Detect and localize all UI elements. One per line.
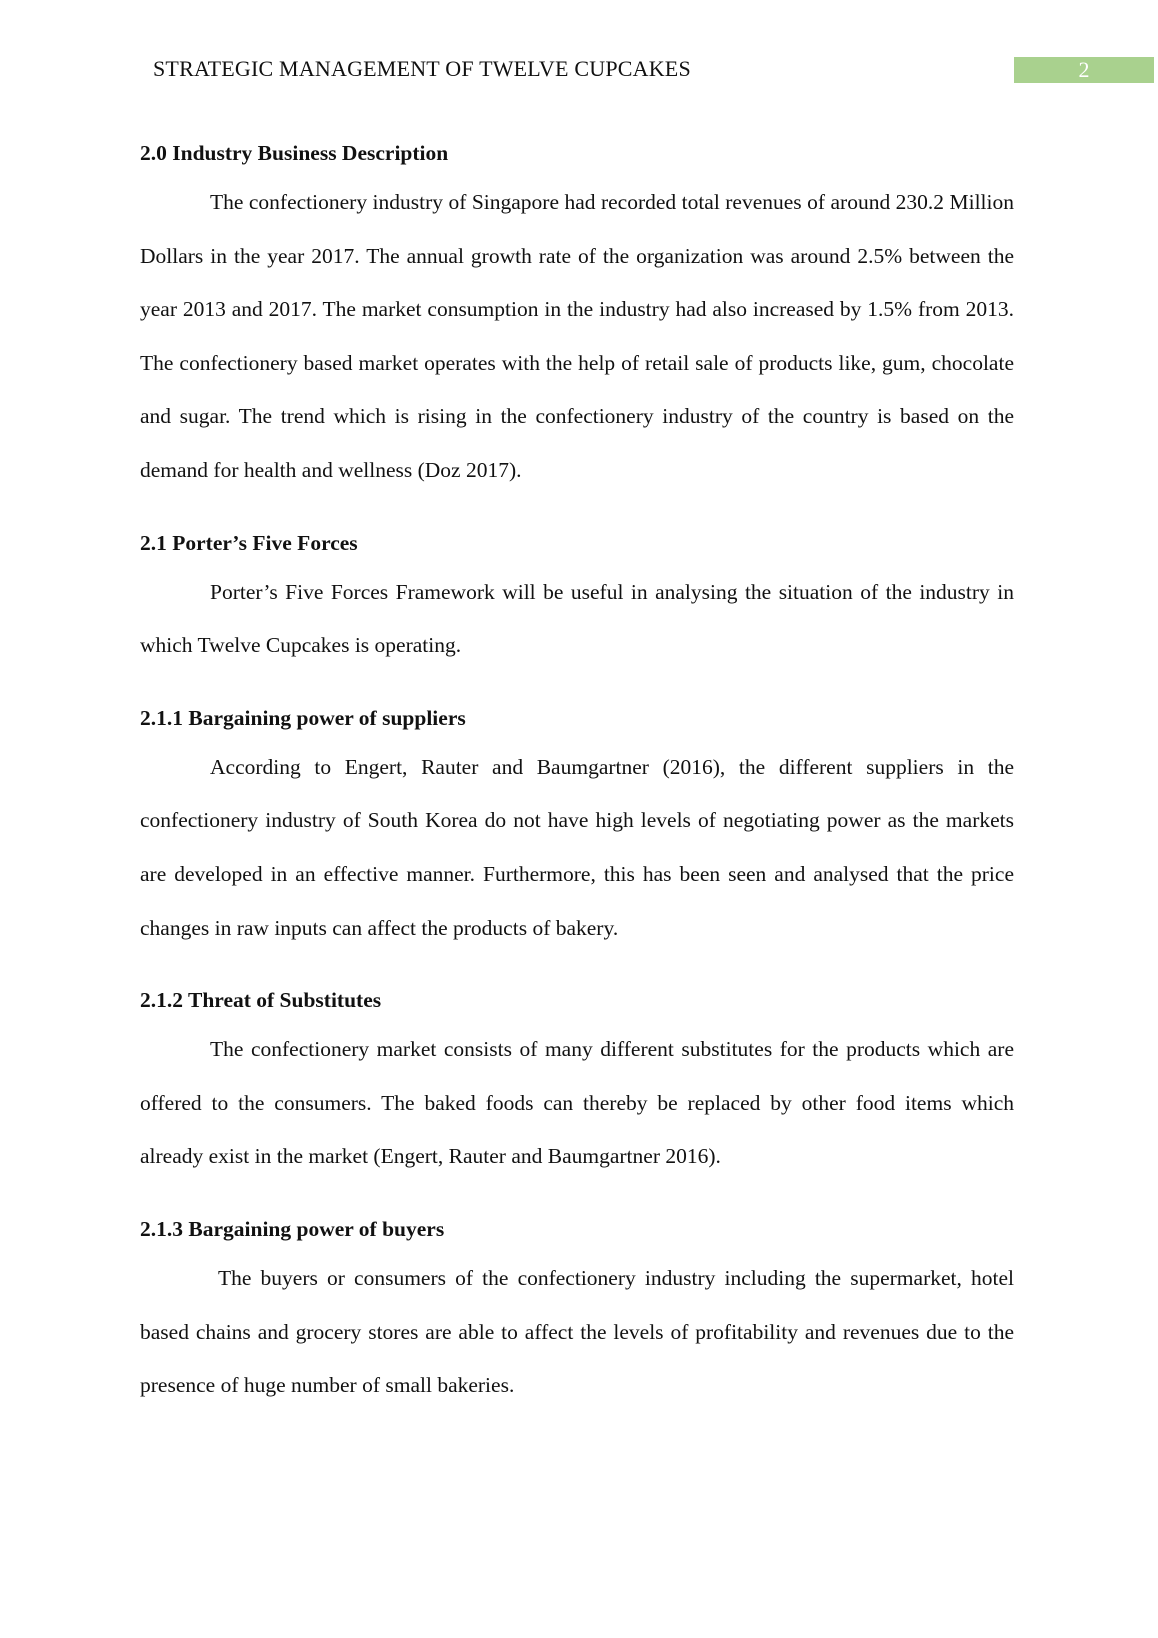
- section-heading: 2.0 Industry Business Description: [140, 141, 449, 165]
- section-bargaining-power-buyers: [140, 1206, 1014, 1413]
- section-paragraph: According to Engert, Rauter and Baumgartner (2016), the different suppliers in the confectionery industry of South Korea do not have high levels of negotiating power as the markets are developed in an effective manner. Furthermore, this has been seen and analysed that the price changes in raw inputs can affect the products of bakery.: [140, 754, 1014, 940]
- section-spacer: [140, 498, 1014, 520]
- running-header-title: STRATEGIC MANAGEMENT OF TWELVE CUPCAKES: [153, 56, 691, 81]
- section-heading: 2.1.1 Bargaining power of suppliers: [140, 705, 466, 730]
- section-paragraph: The confectionery market consists of many different substitutes for the products which are offered to the consumers. The baked foods can thereby be replaced by other food items which already exist in the market (Engert, Rauter and Baumgartner 2016).: [140, 1037, 1014, 1169]
- document-body: [140, 130, 1014, 1413]
- section-spacer: [140, 955, 1014, 977]
- section-spacer: [140, 1184, 1014, 1206]
- section-paragraph: The buyers or consumers of the confectionery industry including the supermarket, hotel based chains and grocery stores are able to affect the levels of profitability and revenues due to the presence of huge number of small bakeries.: [140, 1265, 1014, 1398]
- section-heading: 2.1.3 Bargaining power of buyers: [140, 1216, 445, 1241]
- section-industry-business-description: [140, 130, 1014, 498]
- section-porters-five-forces: [140, 520, 1014, 673]
- section-heading: 2.1.2 Threat of Substitutes: [140, 988, 382, 1013]
- section-paragraph: The confectionery industry of Singapore had recorded total revenues of around 230.2 Million Dollars in the year 2017. The annual growth rate of the organization was around 2.5% between the year 2013 and 2017. The market consumption in the industry had also increased by 1.5% from 2013. The confectionery based market operates with the help of retail sale of products like, gum, chocolate and sugar. The trend which is rising in the confectionery industry of the country is based on the demand for health and wellness (Doz 2017).: [140, 190, 1014, 482]
- section-heading: 2.1 Porter’s Five Forces: [140, 530, 358, 555]
- section-paragraph: Porter’s Five Forces Framework will be useful in analysing the situation of the industry in which Twelve Cupcakes is operating.: [140, 579, 1014, 658]
- page-number: 2: [1014, 57, 1154, 83]
- section-spacer: [140, 673, 1014, 695]
- section-threat-of-substitutes: [140, 977, 1014, 1184]
- section-bargaining-power-suppliers: [140, 695, 1014, 955]
